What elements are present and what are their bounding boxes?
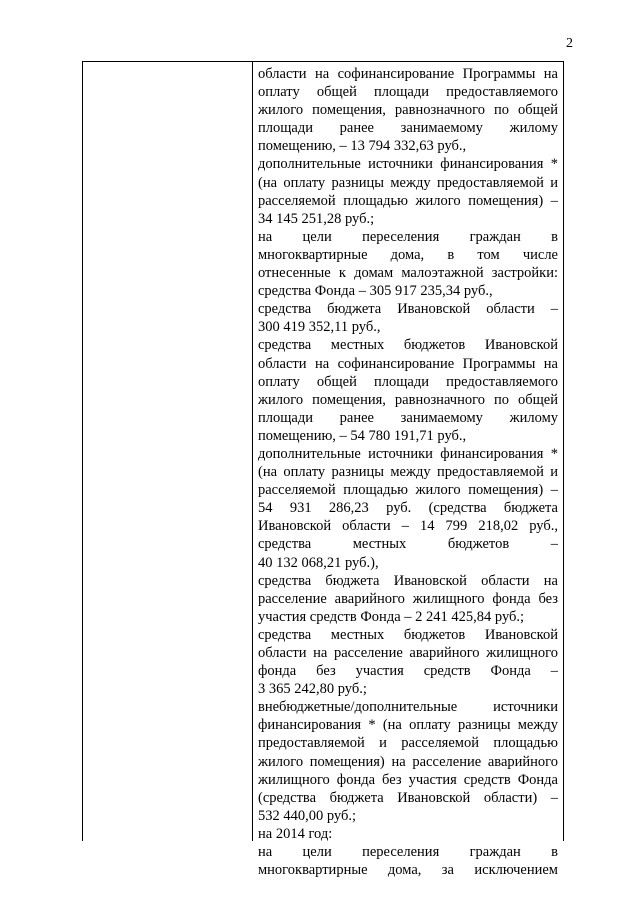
text-line: фонда без участия средств Фонда –: [258, 663, 558, 680]
text-line: 532 440,00 руб.;: [258, 807, 357, 824]
text-line: (на оплату разницы между предоставляемой и: [258, 464, 558, 481]
text-line: 40 132 068,21 руб.),: [258, 554, 379, 571]
text-line: средства местных бюджетов –: [258, 536, 558, 553]
text-line: оплату общей площади предоставляемого: [258, 84, 558, 101]
text-line: помещению, – 13 794 332,63 руб.,: [258, 138, 467, 155]
table-left-cell: [83, 62, 253, 841]
text-line: жилого помещения) на расселение аварийного: [258, 753, 558, 770]
text-line: средства бюджета Ивановской области на: [258, 572, 558, 589]
text-line: расселяемой площадью жилого помещения) –: [258, 192, 558, 209]
text-line: оплату общей площади предоставляемого: [258, 373, 558, 390]
text-line: области на софинансирование Программы на: [258, 355, 558, 372]
text-line: внебюджетные/дополнительные источники: [258, 699, 558, 716]
text-line: (на оплату разницы между предоставляемой и: [258, 174, 558, 191]
text-line: средства местных бюджетов Ивановской: [258, 626, 558, 643]
text-line: многоквартирные дома, в том числе: [258, 246, 558, 263]
text-line: расселение аварийного жилищного фонда без: [258, 590, 558, 607]
text-line: дополнительные источники финансирования *: [258, 445, 558, 462]
text-line: финансирования * (на оплату разницы между: [258, 717, 558, 734]
document-table: [82, 61, 564, 879]
text-line: многоквартирные дома, за исключением: [258, 862, 558, 879]
text-line: жилищного фонда без участия средств Фонда: [258, 771, 558, 788]
table-right-cell: [253, 62, 563, 879]
text-line: участия средств Фонда – 2 241 425,84 руб.;: [258, 608, 525, 625]
text-line: площади ранее занимаемому жилому: [258, 120, 558, 137]
text-line: жилого помещения, равнозначного по общей: [258, 391, 558, 408]
text-line: на 2014 год:: [258, 825, 333, 842]
text-line: помещению, – 54 780 191,71 руб.,: [258, 427, 467, 444]
text-line: отнесенные к домам малоэтажной застройки:: [258, 265, 558, 282]
text-line: средства Фонда – 305 917 235,34 руб.,: [258, 283, 493, 300]
text-line: 3 365 242,80 руб.;: [258, 681, 367, 698]
page-number: 2: [566, 36, 573, 51]
text-line: 300 419 352,11 руб.,: [258, 319, 381, 336]
text-line: на цели переселения граждан в: [258, 844, 558, 861]
text-line: расселяемой площадью жилого помещения) –: [258, 482, 558, 499]
text-line: 54 931 286,23 руб. (средства бюджета: [258, 500, 558, 517]
text-line: области на расселение аварийного жилищного: [258, 645, 558, 661]
text-line: жилого помещения, равнозначного по общей: [258, 102, 558, 119]
text-line: на цели переселения граждан в: [258, 228, 558, 245]
text-line: Ивановской области – 14 799 218,02 руб.,: [258, 518, 558, 535]
text-line: площади ранее занимаемому жилому: [258, 409, 558, 426]
text-line: 34 145 251,28 руб.;: [258, 210, 375, 227]
text-line: дополнительные источники финансирования *: [258, 156, 558, 173]
text-line: средства бюджета Ивановской области –: [258, 301, 558, 318]
text-line: области на софинансирование Программы на: [258, 66, 558, 82]
text-line: предоставляемой и расселяемой площадью: [258, 735, 558, 752]
text-line: средства местных бюджетов Ивановской: [258, 337, 558, 354]
text-line: (средства бюджета Ивановской области) –: [258, 789, 558, 806]
